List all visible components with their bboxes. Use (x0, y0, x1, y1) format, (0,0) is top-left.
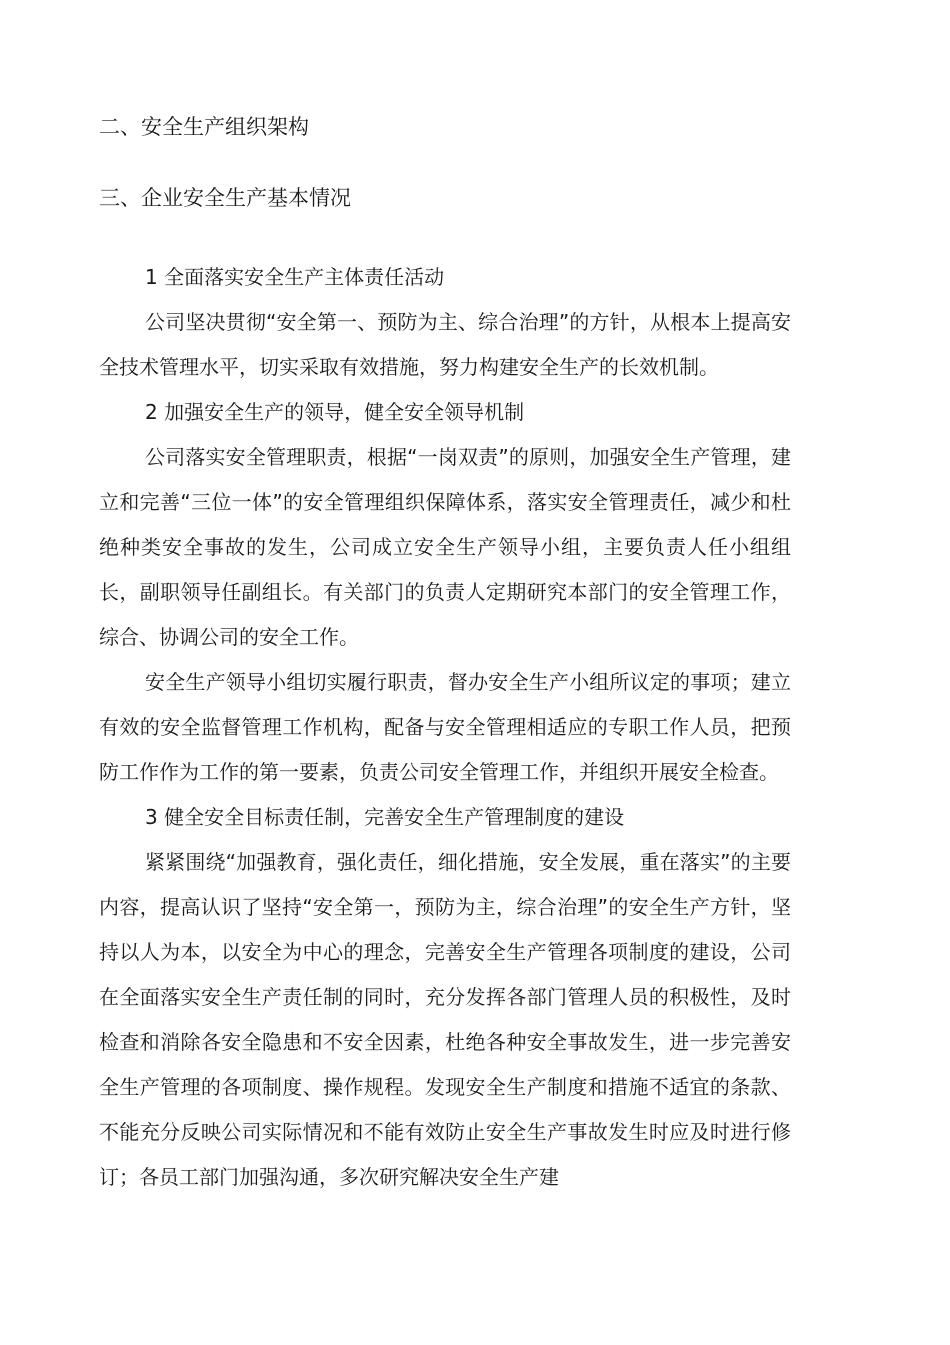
section-title-1: 1 全面落实安全生产主体责任活动 (145, 265, 445, 289)
section-title-3: 3 健全安全目标责任制，完善安全生产管理制度的建设 (145, 805, 625, 829)
section-title-2: 2 加强安全生产的领导，健全安全领导机制 (145, 400, 525, 424)
paragraph: 安全生产领导小组切实履行职责，督办安全生产小组所议定的事项；建立有效的安全监督管理工作机构，配备与安全管理相适应的专职工作人员，把预防工作作为工作的第一要素，负责公司安全管理工作，并组织开展安全检查。 (99, 670, 791, 784)
paragraph: 公司落实安全管理职责，根据“一岗双责”的原则，加强安全生产管理，建立和完善“三位一体”的安全管理组织保障体系，落实安全管理责任，减少和杜绝种类安全事故的发生，公司成立安全生产领导小组，主要负责人任小组组长，副职领导任副组长。有关部门的负责人定期研究本部门的安全管理工作，综合、协调公司的安全工作。 (99, 445, 791, 649)
paragraph: 紧紧围绕“加强教育，强化责任，细化措施，安全发展，重在落实”的主要内容，提高认识了坚持“安全第一，预防为主，综合治理”的安全生产方针，坚持以人为本，以安全为中心的理念，完善安全生产管理各项制度的建设，公司在全面落实安全生产责任制的同时，充分发挥各部门管理人员的积极性，及时检查和消除各安全隐患和不安全因素，杜绝各种安全事故发生，进一步完善安全生产管理的各项制度、操作规程。发现安全生产制度和措施不适宜的条款、不能充分反映公司实际情况和不能有效防止安全生产事故发生时应及时进行修订；各员工部门加强沟通，多次研究解决安全生产建 (99, 850, 791, 1189)
paragraph: 公司坚决贯彻“安全第一、预防为主、综合治理”的方针，从根本上提高安全技术管理水平，切实采取有效措施，努力构建安全生产的长效机制。 (99, 310, 791, 379)
heading-basic-situation: 三、企业安全生产基本情况 (99, 186, 351, 210)
document-body (99, 255, 791, 1200)
heading-org-structure: 二、安全生产组织架构 (99, 115, 309, 139)
